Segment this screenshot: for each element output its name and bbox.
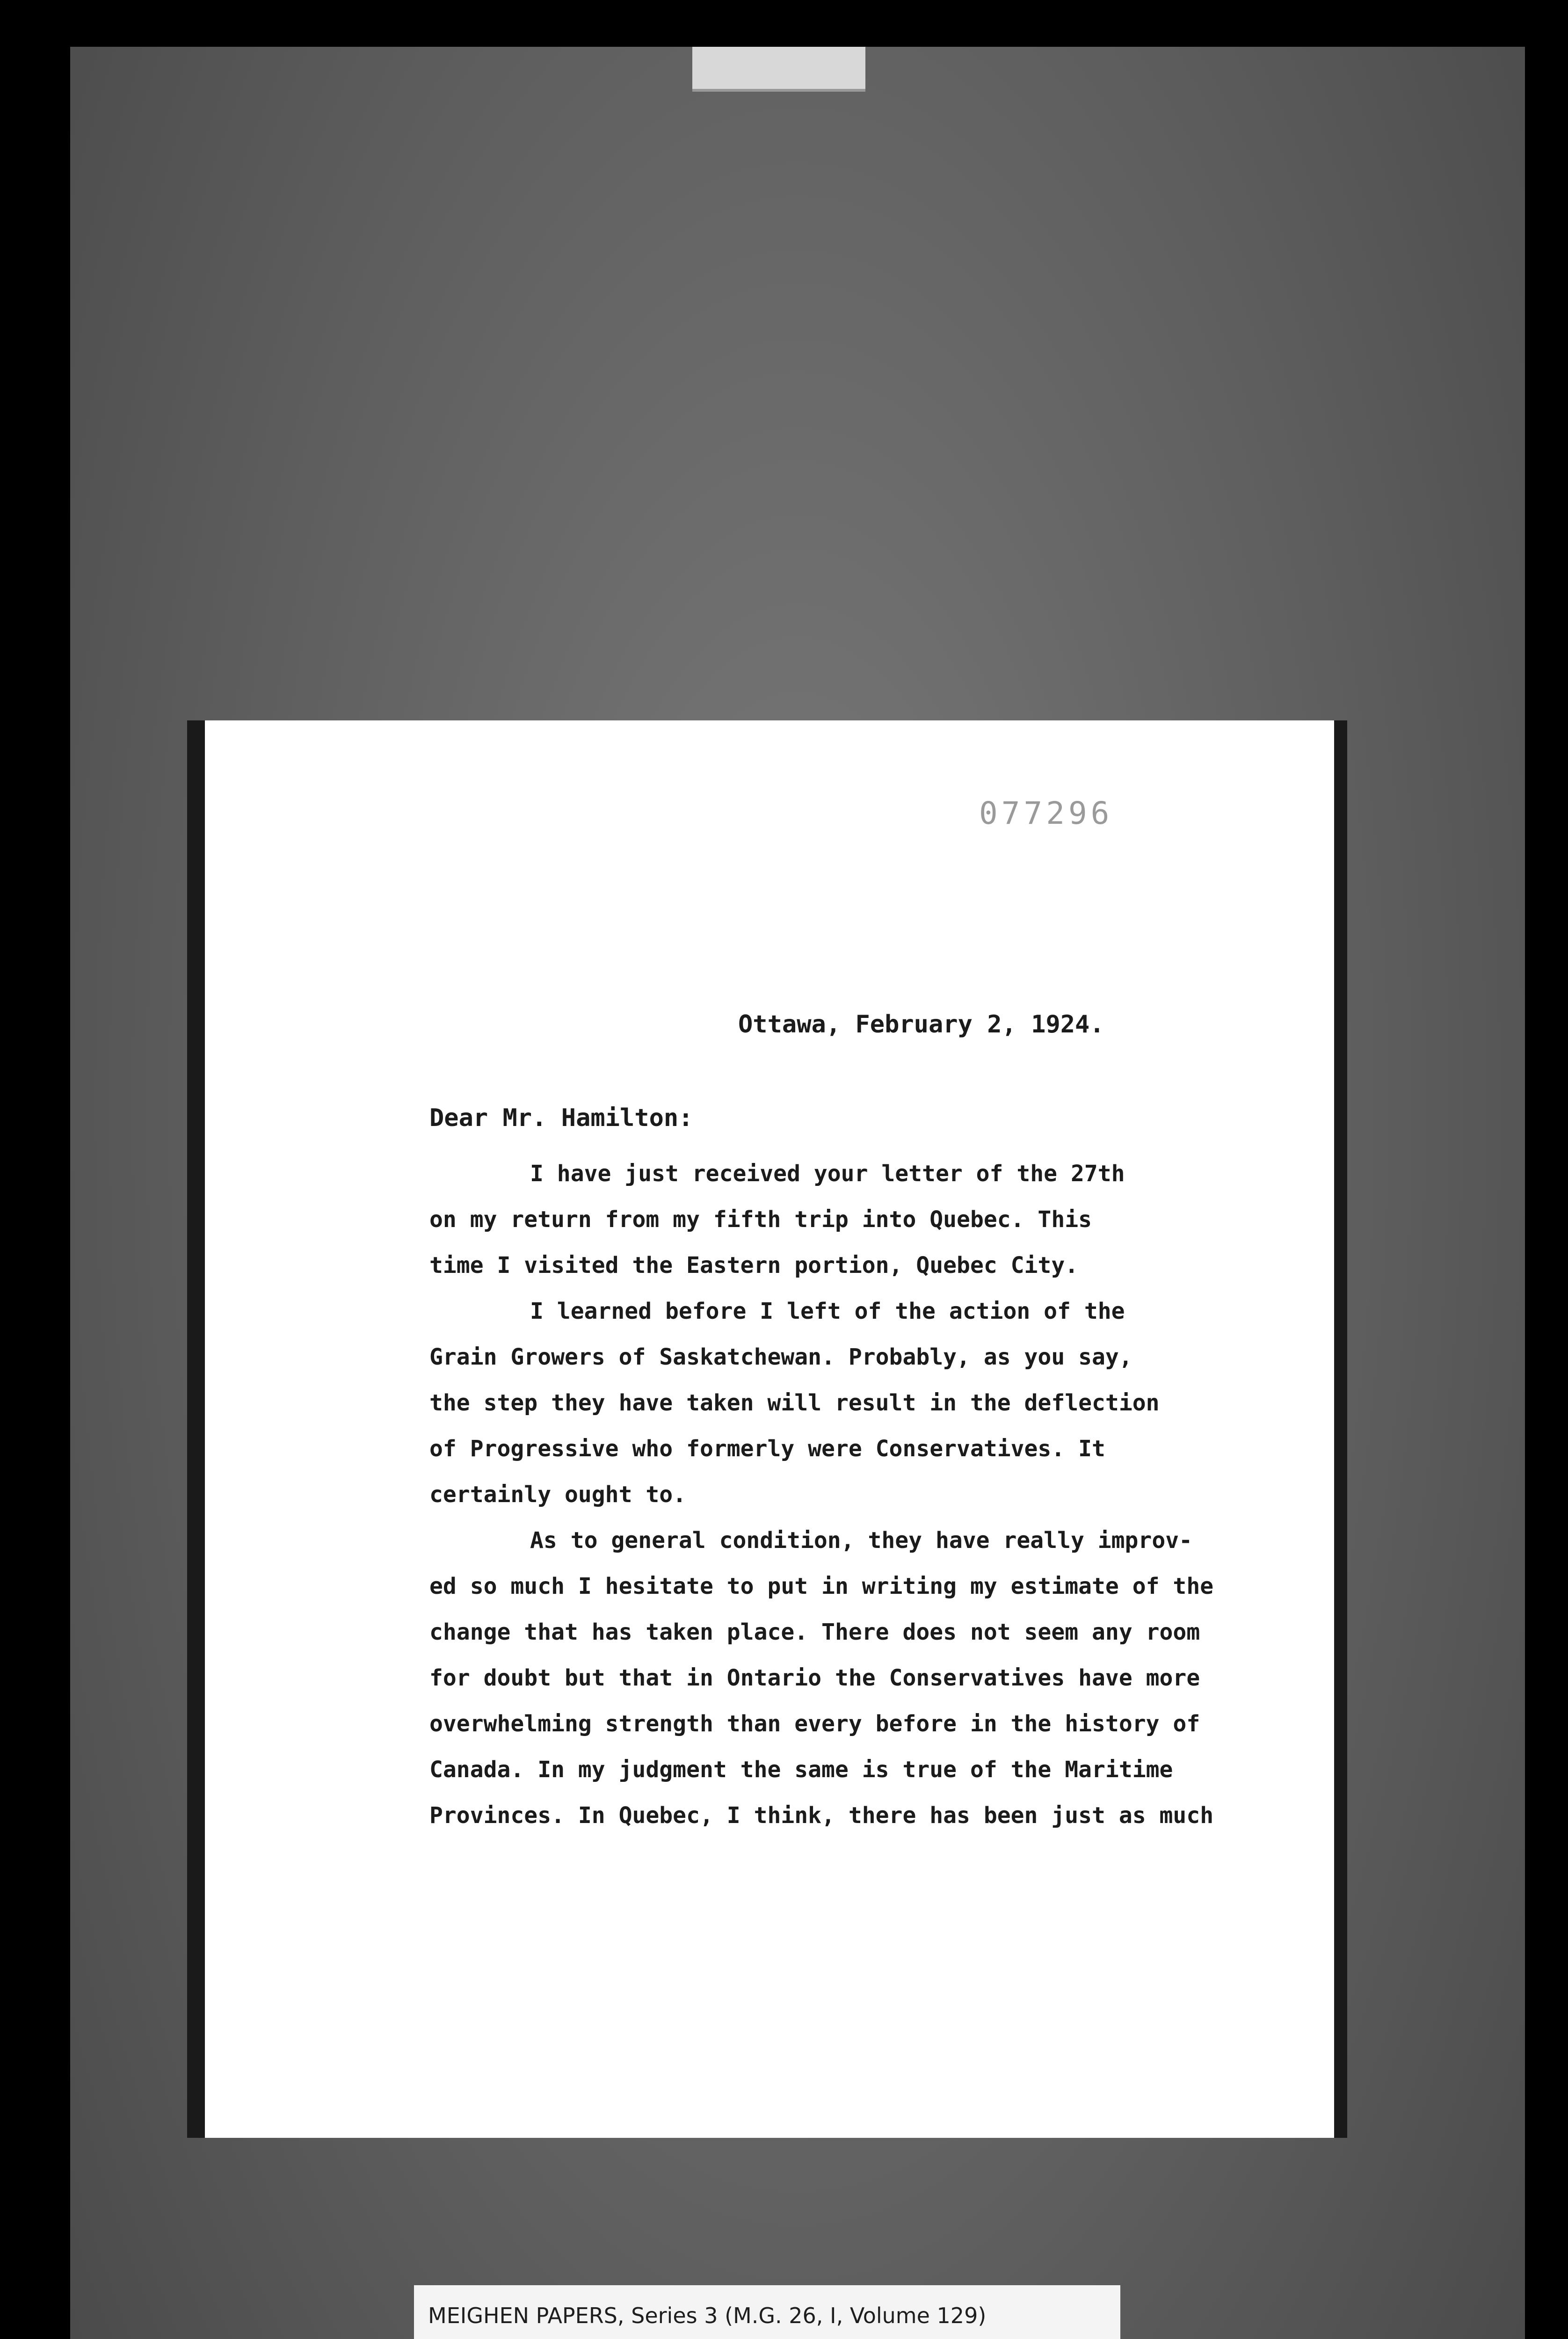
- letter-body: [429, 1151, 1213, 1838]
- letter-line: time I visited the Eastern portion, Quebec City.: [429, 1252, 1079, 1278]
- letter-page: [187, 720, 1347, 2138]
- letter-date: Ottawa, February 2, 1924.: [738, 1010, 1104, 1039]
- letter-line: for doubt but that in Ontario the Conservatives have more: [429, 1665, 1200, 1691]
- letter-line: As to general condition, they have really improv-: [530, 1527, 1193, 1554]
- letter-line: on my return from my fifth trip into Quebec. This: [429, 1206, 1092, 1233]
- salutation: Dear Mr. Hamilton:: [429, 1104, 693, 1132]
- letter-line: overwhelming strength than every before in the history of: [429, 1711, 1200, 1737]
- letter-line: the step they have taken will result in the deflection: [429, 1390, 1160, 1416]
- letter-line: change that has taken place. There does not seem any room: [429, 1619, 1200, 1645]
- archive-number: 077296: [979, 795, 1113, 831]
- letter-line: certainly ought to.: [429, 1482, 687, 1508]
- letter-line: I have just received your letter of the 27th: [530, 1161, 1125, 1187]
- letter-line: of Progressive who formerly were Conservatives. It: [429, 1436, 1105, 1462]
- letter-line: Canada. In my judgment the same is true of the Maritime: [429, 1757, 1173, 1783]
- letter-line: Grain Growers of Saskatchewan. Probably, as you say,: [429, 1344, 1132, 1370]
- letter-line: ed so much I hesitate to put in writing my estimate of the: [429, 1573, 1214, 1599]
- top-tab: [692, 47, 865, 92]
- series-label: MEIGHEN PAPERS, Series 3 (M.G. 26, I, Volume 129): [414, 2285, 1120, 2339]
- letter-line: I learned before I left of the action of the: [530, 1298, 1125, 1324]
- letter-line: Provinces. In Quebec, I think, there has been just as much: [429, 1802, 1214, 1829]
